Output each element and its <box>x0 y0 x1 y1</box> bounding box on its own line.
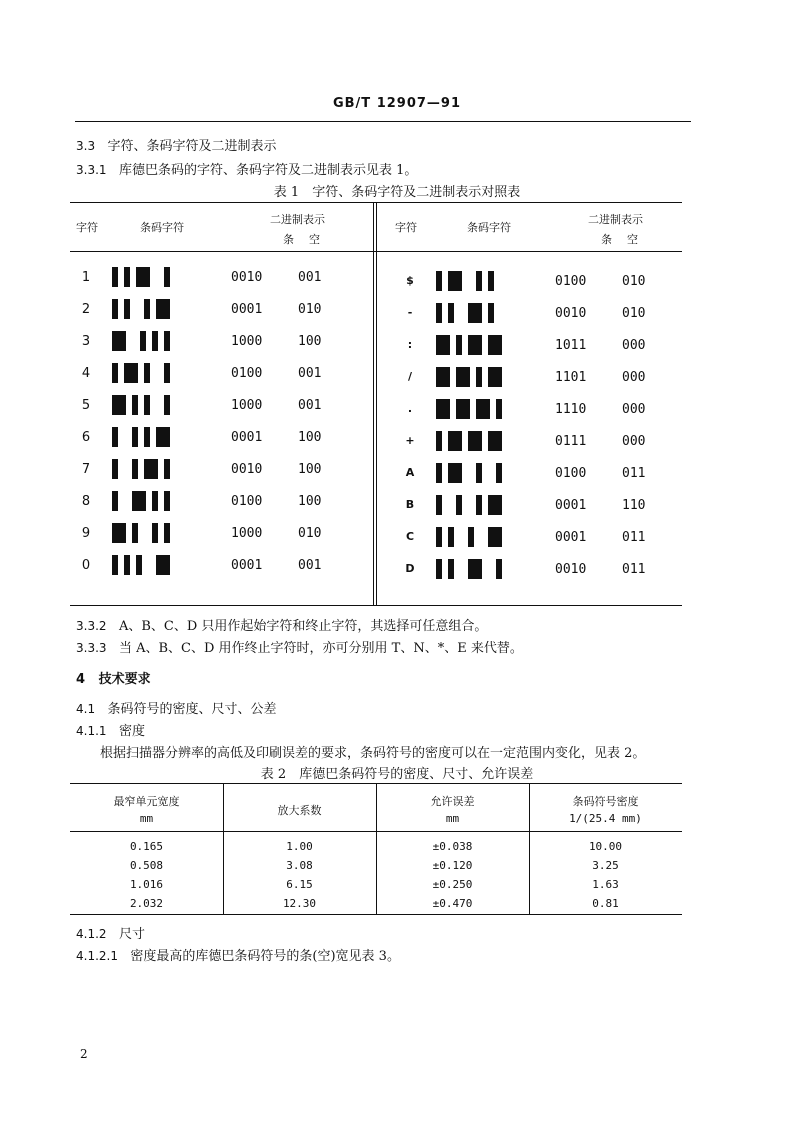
barcode-bar <box>476 367 482 387</box>
table2-cell: 0.81 <box>592 897 619 910</box>
barcode-bar <box>132 523 138 543</box>
barcode-bar <box>164 523 170 543</box>
barcode-bar <box>468 559 482 579</box>
barcode-bar <box>164 491 170 511</box>
binary-bars-cell: 1000 <box>231 398 263 413</box>
barcode-bar <box>132 491 146 511</box>
barcode-bar <box>144 395 150 415</box>
char-cell: B <box>405 498 415 511</box>
table2-cell: 6.15 <box>286 878 313 891</box>
barcode-bar <box>112 267 118 287</box>
binary-spaces-cell: 001 <box>298 366 322 381</box>
binary-bars-cell: 0001 <box>231 302 263 317</box>
barcode-bar <box>496 559 502 579</box>
char-cell: 2 <box>81 302 91 317</box>
binary-bars-cell: 0010 <box>555 306 587 321</box>
binary-bars-cell: 0100 <box>231 494 263 509</box>
char-cell: + <box>405 434 415 447</box>
binary-bars-cell: 0001 <box>555 498 587 513</box>
table2-header-cell: 条码符号密度 <box>572 795 639 808</box>
char-cell: . <box>407 402 413 415</box>
section-4-1 <box>76 698 277 717</box>
binary-spaces-cell: 001 <box>298 558 322 573</box>
binary-bars-cell: 1011 <box>555 338 587 353</box>
section-number: 3.3.2 <box>76 619 107 633</box>
barcode-bar <box>436 527 442 547</box>
char-cell: - <box>407 306 413 319</box>
table1-center-divider <box>376 202 377 605</box>
binary-bars-cell: 0100 <box>231 366 263 381</box>
barcode-bar <box>436 431 442 451</box>
section-4-1-2-1 <box>76 945 400 964</box>
barcode-bar <box>496 399 502 419</box>
barcode-bar <box>132 395 138 415</box>
binary-bars-cell: 1101 <box>555 370 587 385</box>
binary-bars-cell: 0001 <box>231 430 263 445</box>
table1-center-divider <box>373 202 374 605</box>
barcode-bar <box>164 331 170 351</box>
barcode-bar <box>448 559 454 579</box>
barcode-bar <box>152 523 158 543</box>
table2-cell: 2.032 <box>129 897 164 910</box>
barcode-bar <box>140 331 146 351</box>
binary-spaces-cell: 100 <box>298 334 322 349</box>
table2-bottom-rule <box>70 914 682 915</box>
header-rule <box>75 121 691 122</box>
section-text: A、B、C、D 只用作起始字符和终止字符，其选择可任意组合。 <box>118 619 488 634</box>
table1-caption: 表 1 字符、条码字符及二进制表示对照表 <box>273 185 521 200</box>
table2-header-unit: mm <box>445 812 460 825</box>
barcode-bar <box>124 555 130 575</box>
barcode-bar <box>164 267 170 287</box>
barcode-bar <box>164 459 170 479</box>
barcode-bar <box>468 527 474 547</box>
header-bar: 条 <box>283 233 294 246</box>
document-header: GB/T 12907—91 <box>332 96 462 111</box>
barcode-bar <box>112 331 126 351</box>
table2-cell: 1.00 <box>286 840 313 853</box>
section-3-3 <box>76 135 277 154</box>
section-3-3-1 <box>76 159 417 178</box>
binary-bars-cell: 0100 <box>555 274 587 289</box>
barcode-bar <box>144 299 150 319</box>
barcode-bar <box>456 495 462 515</box>
barcode-bar <box>488 495 502 515</box>
char-cell: 8 <box>81 494 91 509</box>
barcode-bar <box>448 527 454 547</box>
table2-header-cell: 最窄单元宽度 <box>113 795 180 808</box>
char-cell: A <box>405 466 415 479</box>
binary-spaces-cell: 011 <box>622 466 646 481</box>
barcode-bar <box>436 399 450 419</box>
barcode-bar <box>448 463 462 483</box>
char-cell: 9 <box>81 526 91 541</box>
table2-cell: ±0.038 <box>432 840 473 853</box>
section-number: 4.1.2.1 <box>76 949 118 963</box>
barcode-bar <box>476 463 482 483</box>
barcode-bar <box>436 367 450 387</box>
barcode-bar <box>144 427 150 447</box>
section-number: 4.1 <box>76 702 96 716</box>
section-text: 当 A、B、C、D 用作终止字符时，亦可分别用 T、N、*、E 来代替。 <box>118 641 523 656</box>
barcode-bar <box>488 527 502 547</box>
barcode-bar <box>112 427 118 447</box>
header-char: 字符 <box>395 221 417 234</box>
barcode-bar <box>164 363 170 383</box>
section-title: 密度 <box>118 724 145 739</box>
barcode-bar <box>456 399 470 419</box>
barcode-bar <box>124 299 130 319</box>
barcode-bar <box>496 463 502 483</box>
binary-bars-cell: 0100 <box>555 466 587 481</box>
barcode-bar <box>156 555 170 575</box>
section-title: 字符、条码字符及二进制表示 <box>107 139 277 154</box>
barcode-bar <box>112 491 118 511</box>
table2-cell: 1.63 <box>592 878 619 891</box>
page-number: 2 <box>80 1047 88 1061</box>
char-cell: C <box>405 530 415 543</box>
barcode-bar <box>488 431 502 451</box>
binary-spaces-cell: 110 <box>622 498 646 513</box>
binary-spaces-cell: 100 <box>298 430 322 445</box>
section-number: 3.3.1 <box>76 163 107 177</box>
barcode-bar <box>456 335 462 355</box>
header-barcode: 条码字符 <box>140 221 184 234</box>
barcode-bar <box>112 523 126 543</box>
char-cell: 7 <box>81 462 91 477</box>
barcode-bar <box>436 463 442 483</box>
barcode-bar <box>488 367 502 387</box>
section-number: 4 <box>76 672 86 687</box>
table2-header-unit: 1/(25.4 mm) <box>569 812 642 825</box>
char-cell: 5 <box>81 398 91 413</box>
header-char: 字符 <box>76 221 98 234</box>
binary-spaces-cell: 011 <box>622 530 646 545</box>
barcode-bar <box>136 555 142 575</box>
binary-spaces-cell: 001 <box>298 398 322 413</box>
binary-bars-cell: 0010 <box>555 562 587 577</box>
binary-spaces-cell: 100 <box>298 494 322 509</box>
binary-spaces-cell: 010 <box>298 526 322 541</box>
header-binary: 二进制表示 <box>270 213 325 226</box>
section-4-1-1-body: 根据扫描器分辨率的高低及印刷误差的要求，条码符号的密度可以在一定范围内变化，见表 2。 <box>100 746 646 761</box>
barcode-bar <box>448 303 454 323</box>
table2-cell: 10.00 <box>588 840 623 853</box>
barcode-bar <box>112 363 118 383</box>
barcode-bar <box>112 555 118 575</box>
section-title: 尺寸 <box>118 927 145 942</box>
section-number: 4.1.2 <box>76 927 107 941</box>
section-3-3-3 <box>76 637 523 656</box>
char-cell: $ <box>406 274 414 287</box>
table2-cell: 3.25 <box>592 859 619 872</box>
table2-header-unit: mm <box>139 812 154 825</box>
binary-spaces-cell: 011 <box>622 562 646 577</box>
header-binary: 二进制表示 <box>588 213 643 226</box>
table2-cell: 12.30 <box>282 897 317 910</box>
barcode-bar <box>112 459 118 479</box>
table2-cell: 3.08 <box>286 859 313 872</box>
barcode-bar <box>476 271 482 291</box>
binary-bars-cell: 1000 <box>231 334 263 349</box>
section-title: 条码符号的密度、尺寸、公差 <box>107 702 277 717</box>
char-cell: 6 <box>81 430 91 445</box>
binary-spaces-cell: 100 <box>298 462 322 477</box>
table2-header-cell: 放大系数 <box>277 804 322 817</box>
barcode-bar <box>488 303 494 323</box>
header-space: 空 <box>309 233 320 246</box>
barcode-bar <box>468 431 482 451</box>
section-title: 技术要求 <box>98 672 151 687</box>
barcode-bar <box>144 459 158 479</box>
section-4-1-1 <box>76 720 145 739</box>
table2-cell: 1.016 <box>129 878 164 891</box>
binary-spaces-cell: 001 <box>298 270 322 285</box>
binary-bars-cell: 1000 <box>231 526 263 541</box>
section-number: 4.1.1 <box>76 724 107 738</box>
barcode-bar <box>488 335 502 355</box>
barcode-bar <box>164 395 170 415</box>
barcode-bar <box>124 267 130 287</box>
barcode-bar <box>124 363 138 383</box>
table2-cell: ±0.120 <box>432 859 473 872</box>
binary-bars-cell: 0010 <box>231 462 263 477</box>
barcode-bar <box>468 303 482 323</box>
barcode-bar <box>112 299 118 319</box>
section-3-3-2 <box>76 615 487 634</box>
barcode-bar <box>456 367 470 387</box>
section-number: 3.3.3 <box>76 641 107 655</box>
header-bar: 条 <box>601 233 612 246</box>
binary-bars-cell: 0010 <box>231 270 263 285</box>
barcode-bar <box>436 303 442 323</box>
binary-spaces-cell: 000 <box>622 370 646 385</box>
barcode-bar <box>132 459 138 479</box>
barcode-bar <box>152 491 158 511</box>
char-cell: 0 <box>81 558 91 573</box>
barcode-bar <box>448 271 462 291</box>
char-cell: 1 <box>81 270 91 285</box>
barcode-bar <box>144 363 150 383</box>
barcode-bar <box>436 271 442 291</box>
section-4-1-2 <box>76 923 145 942</box>
barcode-bar <box>152 331 158 351</box>
binary-bars-cell: 0001 <box>555 530 587 545</box>
barcode-bar <box>436 495 442 515</box>
table2-caption: 表 2 库德巴条码符号的密度、尺寸、允许误差 <box>260 767 534 782</box>
barcode-bar <box>436 559 442 579</box>
table2-cell: ±0.470 <box>432 897 473 910</box>
header-barcode: 条码字符 <box>467 221 511 234</box>
barcode-bar <box>476 399 490 419</box>
barcode-bar <box>448 431 462 451</box>
char-cell: : <box>407 338 413 351</box>
table2-header-cell: 允许误差 <box>430 795 475 808</box>
table2-cell: ±0.250 <box>432 878 473 891</box>
barcode-bar <box>136 267 150 287</box>
binary-bars-cell: 0001 <box>231 558 263 573</box>
barcode-bar <box>132 427 138 447</box>
binary-spaces-cell: 000 <box>622 338 646 353</box>
barcode-bar <box>112 395 126 415</box>
barcode-bar <box>156 427 170 447</box>
binary-spaces-cell: 000 <box>622 434 646 449</box>
barcode-bar <box>156 299 170 319</box>
binary-bars-cell: 1110 <box>555 402 587 417</box>
header-space: 空 <box>627 233 638 246</box>
table2-cell: 0.508 <box>129 859 164 872</box>
section-number: 3.3 <box>76 139 96 153</box>
barcode-bar <box>488 271 494 291</box>
table1-bottom-rule <box>70 605 682 606</box>
binary-spaces-cell: 010 <box>622 306 646 321</box>
section-text: 库德巴条码的字符、条码字符及二进制表示见表 1。 <box>118 163 418 178</box>
section-text: 密度最高的库德巴条码符号的条(空)宽见表 3。 <box>130 949 400 964</box>
barcode-bar <box>476 495 482 515</box>
barcode-bar <box>468 335 482 355</box>
barcode-bar <box>436 335 450 355</box>
char-cell: / <box>407 370 413 383</box>
binary-spaces-cell: 010 <box>298 302 322 317</box>
char-cell: D <box>405 562 415 575</box>
char-cell: 4 <box>81 366 91 381</box>
binary-spaces-cell: 010 <box>622 274 646 289</box>
table2-cell: 0.165 <box>129 840 164 853</box>
section-4 <box>76 668 151 687</box>
char-cell: 3 <box>81 334 91 349</box>
binary-bars-cell: 0111 <box>555 434 587 449</box>
binary-spaces-cell: 000 <box>622 402 646 417</box>
